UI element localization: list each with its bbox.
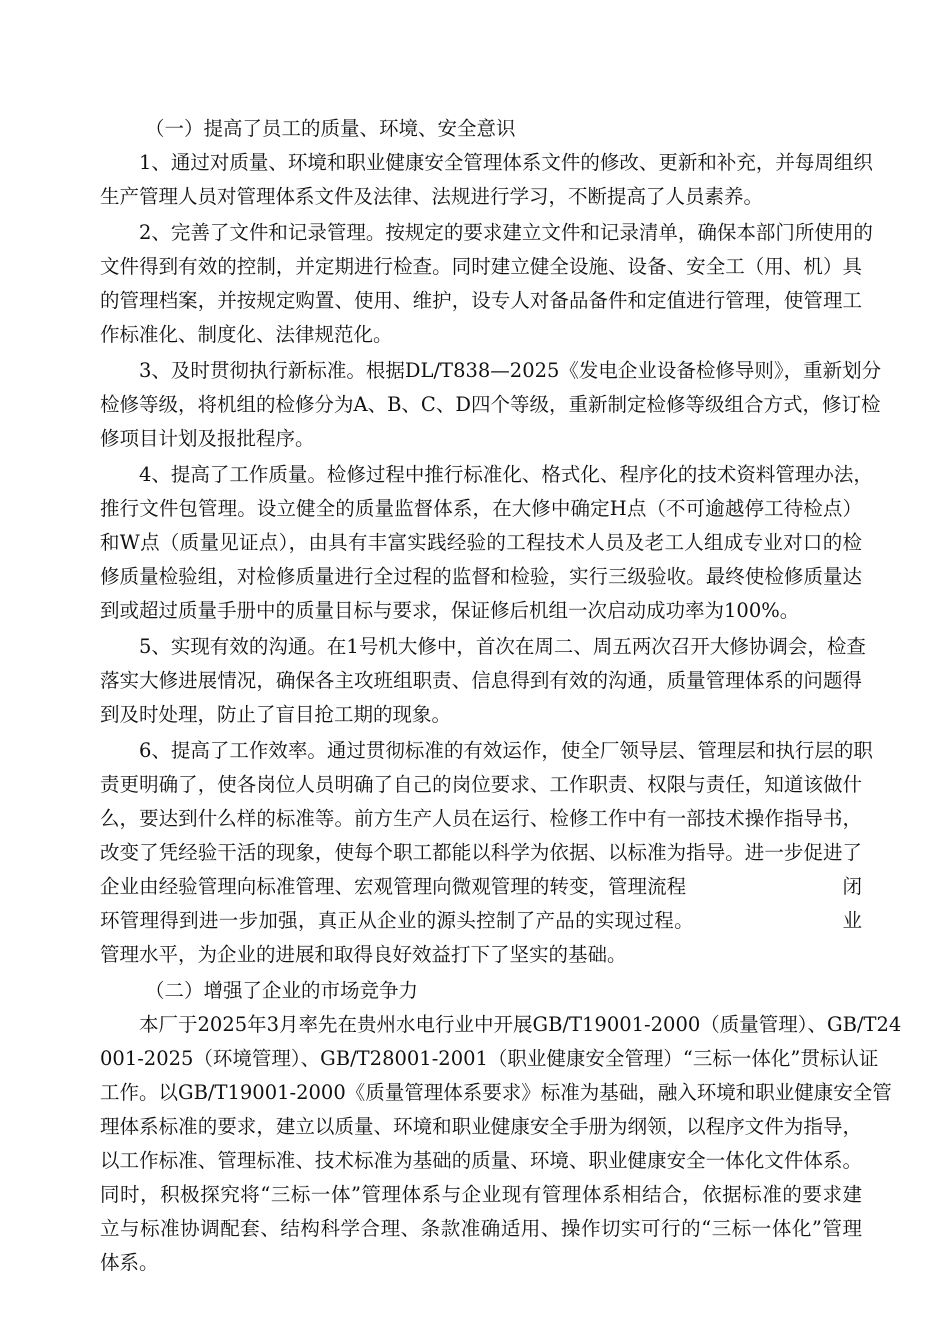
- paragraph-line: 1、通过对质量、环境和职业健康安全管理体系文件的修改、更新和补充，并每周组织: [139, 151, 873, 174]
- paragraph-line: 和W点（质量见证点），由具有丰富实践经验的工程技术人员及老工人组成专业对口的检: [100, 531, 862, 554]
- paragraph-line: 工作。以GB/T19001-2000《质量管理体系要求》标准为基础，融入环境和职业健康安全管: [100, 1081, 892, 1104]
- document-body: [100, 112, 902, 1282]
- paragraph: [100, 1008, 902, 1280]
- paragraph-line: 到或超过质量手册中的质量目标与要求，保证修后机组一次启动成功率为100%。: [100, 599, 800, 622]
- paragraph: [100, 146, 873, 214]
- paragraph-line: 同时，积极探究将“三标一体”管理体系与企业现有管理体系相结合，依据标准的要求建: [100, 1183, 862, 1206]
- paragraph: [100, 734, 873, 972]
- paragraph-line: 立与标准协调配套、结构科学合理、条款准确适用、操作切实可行的“三标一体化”管理: [100, 1217, 862, 1240]
- paragraph-line: 企业由经验管理向标准管理、宏观管理向微观管理的转变，管理流程 闭: [100, 875, 862, 898]
- paragraph-line: 文件得到有效的控制，并定期进行检查。同时建立健全设施、设备、安全工（用、机）具: [100, 255, 862, 278]
- paragraph-line: 5、实现有效的沟通。在1号机大修中，首次在周二、周五两次召开大修协调会，检查: [139, 635, 866, 658]
- paragraph-line: 么，要达到什么样的标准等。前方生产人员在运行、检修工作中有一部技术操作指导书，: [100, 807, 862, 830]
- paragraph-line: 3、及时贯彻执行新标准。根据DL/T838—2025《发电企业设备检修导则》，重新划分: [139, 359, 882, 382]
- paragraph-line: 6、提高了工作效率。通过贯彻标准的有效运作，使全厂领导层、管理层和执行层的职: [139, 739, 873, 762]
- paragraph-line: 001-2025（环境管理）、GB/T28001-2001（职业健康安全管理）“三标一体化”贯标认证: [100, 1047, 879, 1070]
- paragraph-line: 2、完善了文件和记录管理。按规定的要求建立文件和记录清单，确保本部门所使用的: [139, 221, 873, 244]
- paragraph-line: 修质量检验组，对检修质量进行全过程的监督和检验，实行三级验收。最终使检修质量达: [100, 565, 862, 588]
- paragraph-line: 体系。: [100, 1251, 159, 1274]
- paragraph-line: 落实大修进展情况，确保各主攻班组职责、信息得到有效的沟通，质量管理体系的问题得: [100, 669, 862, 692]
- paragraph-line: 以工作标准、管理标准、技术标准为基础的质量、环境、职业健康安全一体化文件体系。: [100, 1149, 862, 1172]
- paragraph-line: 环管理得到进一步加强，真正从企业的源头控制了产品的实现过程。 业: [100, 909, 862, 932]
- paragraph: [100, 630, 866, 732]
- paragraph-line: 理体系标准的要求，建立以质量、环境和职业健康安全手册为纲领，以程序文件为指导，: [100, 1115, 862, 1138]
- paragraph-line: 生产管理人员对管理体系文件及法律、法规进行学习，不断提高了人员素养。: [100, 185, 764, 208]
- paragraph-line: 本厂于2025年3月率先在贵州水电行业中开展GB/T19001-2000（质量管理）、GB/T24: [139, 1013, 902, 1036]
- paragraph-line: 作标准化、制度化、法律规范化。: [100, 323, 393, 346]
- paragraph-line: 管理水平，为企业的进展和取得良好效益打下了坚实的基础。: [100, 943, 627, 966]
- paragraph-line: 推行文件包管理。设立健全的质量监督体系，在大修中确定H点（不可逾越停工待检点）: [100, 497, 862, 520]
- paragraph: [100, 354, 882, 456]
- paragraph-line: 的管理档案，并按规定购置、使用、维护，设专人对备品备件和定值进行管理，使管理工: [100, 289, 862, 312]
- section-heading: （二）增强了企业的市场竞争力: [145, 979, 419, 1002]
- paragraph-line: 检修等级，将机组的检修分为A、B、C、D四个等级，重新制定检修等级组合方式，修订检: [100, 393, 881, 416]
- paragraph-line: 责更明确了，使各岗位人员明确了自己的岗位要求、工作职责、权限与责任，知道该做什: [100, 773, 862, 796]
- paragraph-line: 4、提高了工作质量。检修过程中推行标准化、格式化、程序化的技术资料管理办法，: [139, 463, 873, 486]
- paragraph: [100, 216, 873, 352]
- paragraph-line: 修项目计划及报批程序。: [100, 427, 315, 450]
- paragraph-line: 到及时处理，防止了盲目抢工期的现象。: [100, 703, 452, 726]
- section-heading: （一）提高了员工的质量、环境、安全意识: [145, 117, 516, 140]
- paragraph-line: 改变了凭经验干活的现象，使每个职工都能以科学为依据、以标准为指导。进一步促进了: [100, 841, 862, 864]
- paragraph: [100, 458, 873, 628]
